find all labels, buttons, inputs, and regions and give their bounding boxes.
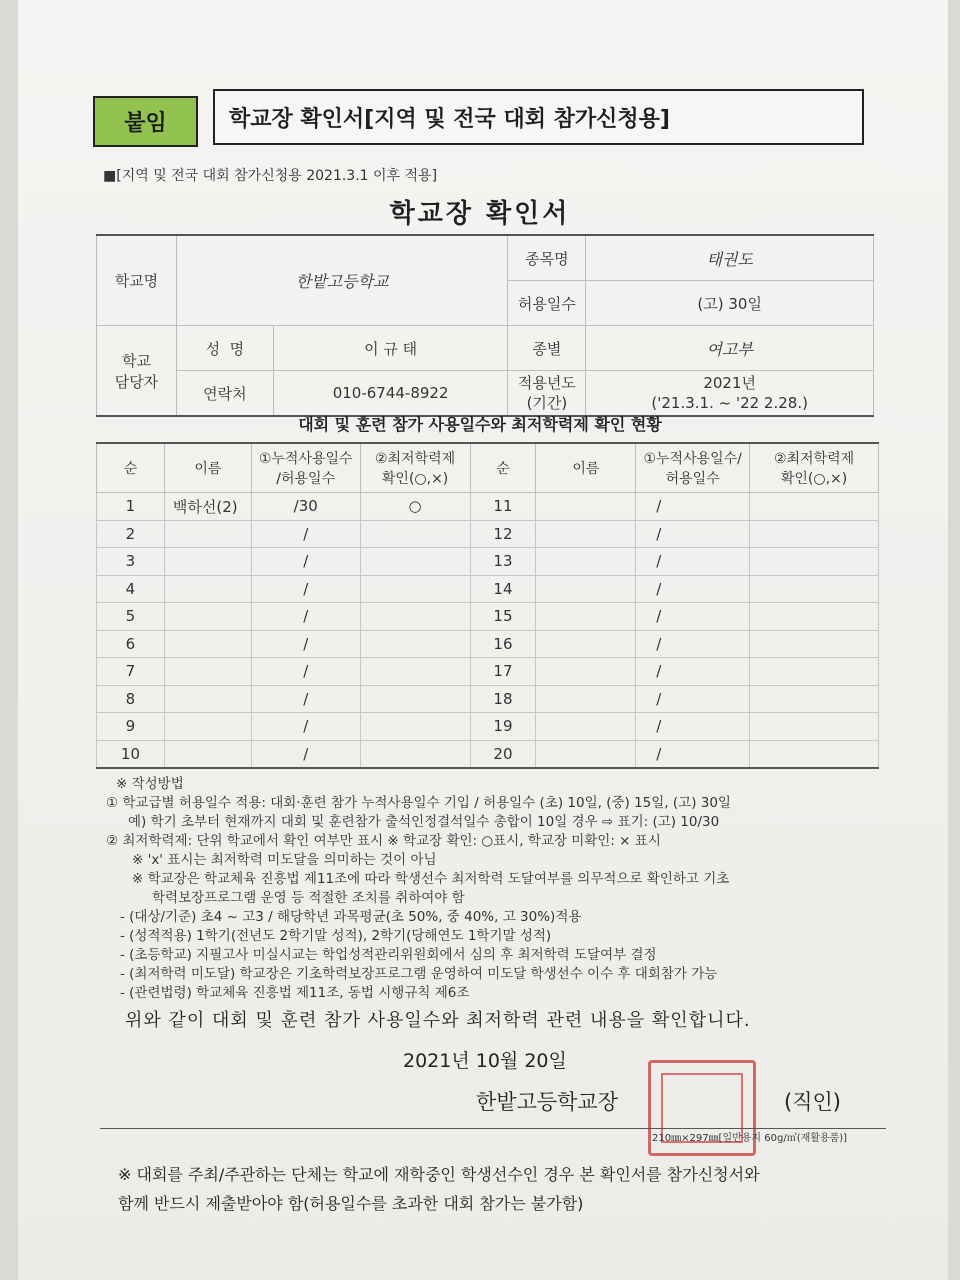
days-used: / [251, 740, 360, 768]
table-row [97, 548, 879, 576]
row-number: 3 [97, 548, 165, 576]
column-header: 이름 [536, 443, 636, 493]
row-number: 20 [470, 740, 536, 768]
table-row [97, 493, 879, 521]
event-value: 태권도 [586, 235, 874, 281]
row-number: 18 [470, 685, 536, 713]
student-name: 백하선(2) [164, 493, 251, 521]
row-number: 11 [470, 493, 536, 521]
row-number: 8 [97, 685, 165, 713]
contact-label: 연락처 [176, 371, 273, 417]
column-header: 순 [470, 443, 536, 493]
year-label: 적용년도 (기간) [508, 371, 586, 417]
row-number: 5 [97, 603, 165, 631]
row-number: 1 [97, 493, 165, 521]
instruction-line: - (초등학교) 지필고사 미실시교는 학업성적관리위원회에서 심의 후 최저학력 도달여부 결정 [120, 947, 657, 963]
instruction-line: 예) 학기 초부터 현재까지 대회 및 훈련참가 출석인정결석일수 총합이 10일 경우 ⇨ 표기: (고) 10/30 [128, 814, 720, 830]
student-name [536, 493, 636, 521]
student-name [164, 630, 251, 658]
row-number: 9 [97, 713, 165, 741]
division-label: 종별 [508, 326, 586, 371]
row-number: 17 [470, 658, 536, 686]
grade-check [360, 520, 470, 548]
grade-check [360, 575, 470, 603]
table-row [97, 630, 879, 658]
grade-check [360, 685, 470, 713]
division-value: 여고부 [586, 326, 874, 371]
student-name [536, 713, 636, 741]
info-table [96, 234, 874, 417]
days-used: / [636, 575, 750, 603]
grade-check [360, 713, 470, 741]
student-name [164, 603, 251, 631]
grade-check [750, 493, 879, 521]
student-name [536, 685, 636, 713]
student-name [164, 713, 251, 741]
instruction-line: ※ 학교장은 학교체육 진흥법 제11조에 따라 학생선수 최저학력 도달여부를 의무적으로 확인하고 기초 [132, 871, 730, 887]
days-used: / [636, 713, 750, 741]
table-row [97, 658, 879, 686]
instruction-line: - (성적적용) 1학기(전년도 2학기말 성적), 2학기(당해연도 1학기말 성적) [120, 928, 552, 944]
days-used: / [251, 603, 360, 631]
table-row [97, 740, 879, 768]
row-number: 4 [97, 575, 165, 603]
grade-check [360, 740, 470, 768]
school-principal: 한밭고등학교장 [476, 1090, 619, 1114]
row-number: 15 [470, 603, 536, 631]
days-used: / [636, 603, 750, 631]
student-name [536, 740, 636, 768]
row-number: 19 [470, 713, 536, 741]
table-row [97, 603, 879, 631]
days-used: / [636, 740, 750, 768]
column-header: ②최저학력제 확인(○,×) [360, 443, 470, 493]
row-number: 16 [470, 630, 536, 658]
days-used: / [636, 493, 750, 521]
student-name [536, 603, 636, 631]
days-label: 허용일수 [508, 281, 586, 326]
grade-check [750, 520, 879, 548]
grade-check [750, 630, 879, 658]
grade-check: ○ [360, 493, 470, 521]
days-used: / [636, 630, 750, 658]
apply-note: ■[지역 및 전국 대회 참가신청용 2021.3.1 이후 적용] [103, 168, 438, 184]
instruction-line: 학력보장프로그램 운영 등 적절한 조치를 취하여야 함 [152, 890, 465, 906]
table-row [97, 685, 879, 713]
grade-check [360, 603, 470, 631]
signature-date: 2021년 10월 20일 [403, 1050, 567, 1072]
student-name [164, 520, 251, 548]
name-label: 성 명 [176, 326, 273, 371]
table-row [97, 575, 879, 603]
student-name [536, 630, 636, 658]
grade-check [360, 630, 470, 658]
student-name [536, 520, 636, 548]
grade-check [360, 658, 470, 686]
page-title: 학교장 확인서 [389, 199, 571, 229]
student-name [164, 740, 251, 768]
row-number: 12 [470, 520, 536, 548]
instruction-line: - (최저학력 미도달) 학교장은 기초학력보장프로그램 운영하여 미도달 학생선수 이수 후 대회참가 가능 [120, 966, 718, 982]
days-used: / [251, 630, 360, 658]
days-used: / [636, 548, 750, 576]
row-number: 7 [97, 658, 165, 686]
grade-check [360, 548, 470, 576]
grade-check [750, 658, 879, 686]
school-value: 한밭고등학교 [176, 235, 508, 326]
days-used: /30 [251, 493, 360, 521]
grade-check [750, 548, 879, 576]
table-row [97, 520, 879, 548]
days-used: / [251, 685, 360, 713]
grade-check [750, 575, 879, 603]
instruction-line: ※ 'x' 표시는 최저학력 미도달을 의미하는 것이 아님 [132, 852, 437, 868]
name-value: 이 규 태 [273, 326, 508, 371]
table-row [97, 713, 879, 741]
days-used: / [251, 575, 360, 603]
days-used: / [636, 658, 750, 686]
paper-spec: 210㎜×297㎜[일반용지 60g/㎡(재활용품)] [652, 1133, 848, 1144]
row-number: 10 [97, 740, 165, 768]
student-name [536, 658, 636, 686]
school-label: 학교명 [97, 235, 177, 326]
table-title: 대회 및 훈련 참가 사용일수와 최저학력제 확인 현황 [298, 415, 662, 434]
student-name [164, 658, 251, 686]
event-label: 종목명 [508, 235, 586, 281]
footer-note: ※ 대회를 주최/주관하는 단체는 학교에 재학중인 학생선수인 경우 본 확인서를 참가신청서와 함께 반드시 제출받아야 함(허용일수를 초과한 대회 참가는 불가함) [118, 1165, 760, 1213]
grade-check [750, 740, 879, 768]
column-header: ①누적사용일수 /허용일수 [251, 443, 360, 493]
status-table [96, 442, 879, 769]
instruction-line: ① 학교급별 허용일수 적용: 대회·훈련 참가 누적사용일수 기입 / 허용일수 (초) 10일, (중) 15일, (고) 30일 [106, 795, 731, 811]
days-used: / [636, 685, 750, 713]
days-used: / [636, 520, 750, 548]
column-header: 이름 [164, 443, 251, 493]
column-header: ②최저학력제 확인(○,×) [750, 443, 879, 493]
instruction-line: - (대상/기준) 초4 ~ 고3 / 해당학년 과목평균(초 50%, 중 40%, 고 30%)적용 [120, 909, 582, 925]
column-header: ①누적사용일수/ 허용일수 [636, 443, 750, 493]
grade-check [750, 713, 879, 741]
days-used: / [251, 520, 360, 548]
row-number: 2 [97, 520, 165, 548]
year-value: 2021년 ('21.3.1. ~ '22 2.28.) [586, 371, 874, 417]
seal-mark-label: (직인) [784, 1090, 841, 1114]
attachment-badge: 붙임 [93, 96, 198, 147]
column-header: 순 [97, 443, 165, 493]
row-number: 13 [470, 548, 536, 576]
manager-label: 학교 담당자 [97, 326, 177, 417]
confirmation-statement: 위와 같이 대회 및 훈련 참가 사용일수와 최저학력 관련 내용을 확인합니다. [125, 1010, 751, 1031]
student-name [164, 575, 251, 603]
instructions [106, 775, 886, 1003]
student-name [536, 548, 636, 576]
days-used: / [251, 548, 360, 576]
student-name [536, 575, 636, 603]
row-number: 6 [97, 630, 165, 658]
days-used: / [251, 713, 360, 741]
instruction-line: ② 최저학력제: 단위 학교에서 확인 여부만 표시 ※ 학교장 확인: ○표시, 학교장 미확인: × 표시 [106, 833, 661, 849]
student-name [164, 548, 251, 576]
contact-value: 010-6744-8922 [273, 371, 508, 417]
document-header-title: 학교장 확인서[지역 및 전국 대회 참가신청용] [213, 89, 864, 145]
instruction-line: - (관련법령) 학교체육 진흥법 제11조, 동법 시행규칙 제6조 [120, 985, 470, 1001]
instruction-line: ※ 작성방법 [116, 776, 184, 792]
grade-check [750, 603, 879, 631]
grade-check [750, 685, 879, 713]
student-name [164, 685, 251, 713]
days-used: / [251, 658, 360, 686]
row-number: 14 [470, 575, 536, 603]
days-value: (고) 30일 [586, 281, 874, 326]
